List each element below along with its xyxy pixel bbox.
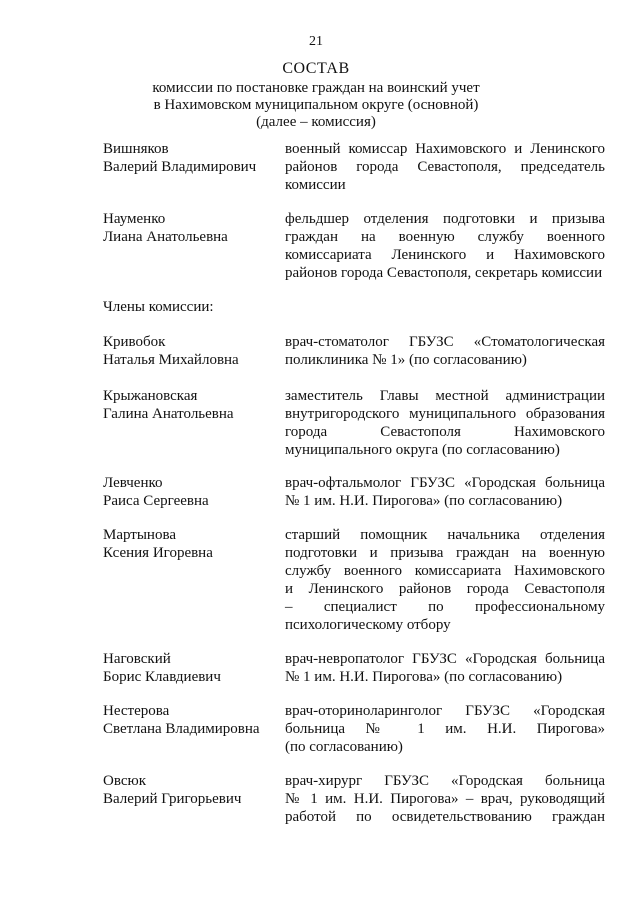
- person-role: [285, 387, 605, 459]
- role-line: внутригородского муниципального образования: [285, 406, 605, 422]
- role-line: – специалист по профессиональному: [285, 599, 605, 615]
- role-line: заместитель Главы местной администрации: [285, 388, 605, 404]
- role-line: (по согласованию): [285, 739, 403, 755]
- person-role: [285, 140, 605, 194]
- role-line: районов города Севастополя, секретарь комиссии: [285, 265, 603, 281]
- role-line: службу военного комиссариата Нахимовского: [285, 563, 605, 579]
- subtitle-line: в Нахимовском муниципальном округе (основной): [153, 97, 479, 113]
- role-line: подготовки и призыва граждан на военную: [285, 545, 605, 561]
- members-label: Члены комиссии:: [103, 299, 214, 315]
- role-line: врач-стоматолог ГБУЗС «Стоматологическая: [285, 334, 605, 350]
- page-number: 21: [309, 34, 323, 49]
- person-given-name: Галина Анатольевна: [103, 406, 234, 422]
- person-given-name: Наталья Михайловна: [103, 352, 239, 368]
- person-role: [285, 333, 605, 369]
- person-given-name: Валерий Владимирович: [103, 159, 257, 175]
- person-surname: Кривобок: [103, 334, 166, 350]
- role-line: города Севастополя Нахимовского: [285, 424, 605, 440]
- role-line: районов города Севастополя, председатель: [285, 159, 605, 175]
- person-surname: Нестерова: [103, 703, 170, 719]
- role-line: поликлиника № 1» (по согласованию): [285, 352, 527, 368]
- person-name: [103, 772, 273, 808]
- person-surname: Вишняков: [103, 141, 169, 157]
- role-line: работой по освидетельствованию граждан: [285, 809, 605, 825]
- role-line: № 1 им. Н.И. Пирогова» (по согласованию): [285, 669, 563, 685]
- person-name: [103, 474, 273, 510]
- document-subtitle: [0, 80, 632, 131]
- role-line: № 1 им. Н.И. Пирогова» – врач, руководящий: [285, 791, 605, 807]
- person-name: [103, 650, 273, 686]
- person-role: [285, 772, 605, 826]
- person-given-name: Светлана Владимировна: [103, 721, 260, 737]
- person-surname: Крыжановская: [103, 388, 198, 404]
- document-title: СОСТАВ: [282, 60, 350, 77]
- role-line: граждан на военную службу военного: [285, 229, 605, 245]
- role-line: врач-офтальмолог ГБУЗС «Городская больница: [285, 475, 605, 491]
- person-role: [285, 210, 605, 282]
- person-name: [103, 210, 273, 246]
- person-role: [285, 702, 605, 756]
- role-line: врач-невропатолог ГБУЗС «Городская больница: [285, 651, 605, 667]
- role-line: старший помощник начальника отделения: [285, 527, 605, 543]
- subtitle-line: комиссии по постановке граждан на воинский учет: [152, 80, 480, 96]
- person-role: [285, 526, 605, 634]
- person-name: [103, 333, 273, 369]
- person-given-name: Раиса Сергеевна: [103, 493, 209, 509]
- person-name: [103, 140, 273, 176]
- role-line: фельдшер отделения подготовки и призыва: [285, 211, 605, 227]
- role-line: врач-хирург ГБУЗС «Городская больница: [285, 773, 605, 789]
- role-line: и Ленинского районов города Севастополя: [285, 581, 605, 597]
- person-given-name: Борис Клавдиевич: [103, 669, 221, 685]
- role-line: № 1 им. Н.И. Пирогова» (по согласованию): [285, 493, 563, 509]
- person-name: [103, 526, 273, 562]
- person-name: [103, 702, 273, 738]
- person-given-name: Ксения Игоревна: [103, 545, 213, 561]
- person-surname: Науменко: [103, 211, 166, 227]
- person-given-name: Лиана Анатольевна: [103, 229, 228, 245]
- person-name: [103, 387, 273, 423]
- person-surname: Наговский: [103, 651, 171, 667]
- person-given-name: Валерий Григорьевич: [103, 791, 242, 807]
- person-surname: Мартынова: [103, 527, 177, 543]
- person-surname: Левченко: [103, 475, 163, 491]
- role-line: психологическому отбору: [285, 617, 451, 633]
- person-role: [285, 650, 605, 686]
- subtitle-line: (далее – комиссия): [256, 114, 376, 130]
- role-line: больница № 1 им. Н.И. Пирогова»: [285, 721, 605, 737]
- role-line: комиссариата Ленинского и Нахимовского: [285, 247, 605, 263]
- role-line: военный комиссар Нахимовского и Ленинского: [285, 141, 605, 157]
- person-role: [285, 474, 605, 510]
- person-surname: Овсюк: [103, 773, 146, 789]
- role-line: муниципального округа (по согласованию): [285, 442, 560, 458]
- role-line: врач-оториноларинголог ГБУЗС «Городская: [285, 703, 605, 719]
- role-line: комиссии: [285, 177, 346, 193]
